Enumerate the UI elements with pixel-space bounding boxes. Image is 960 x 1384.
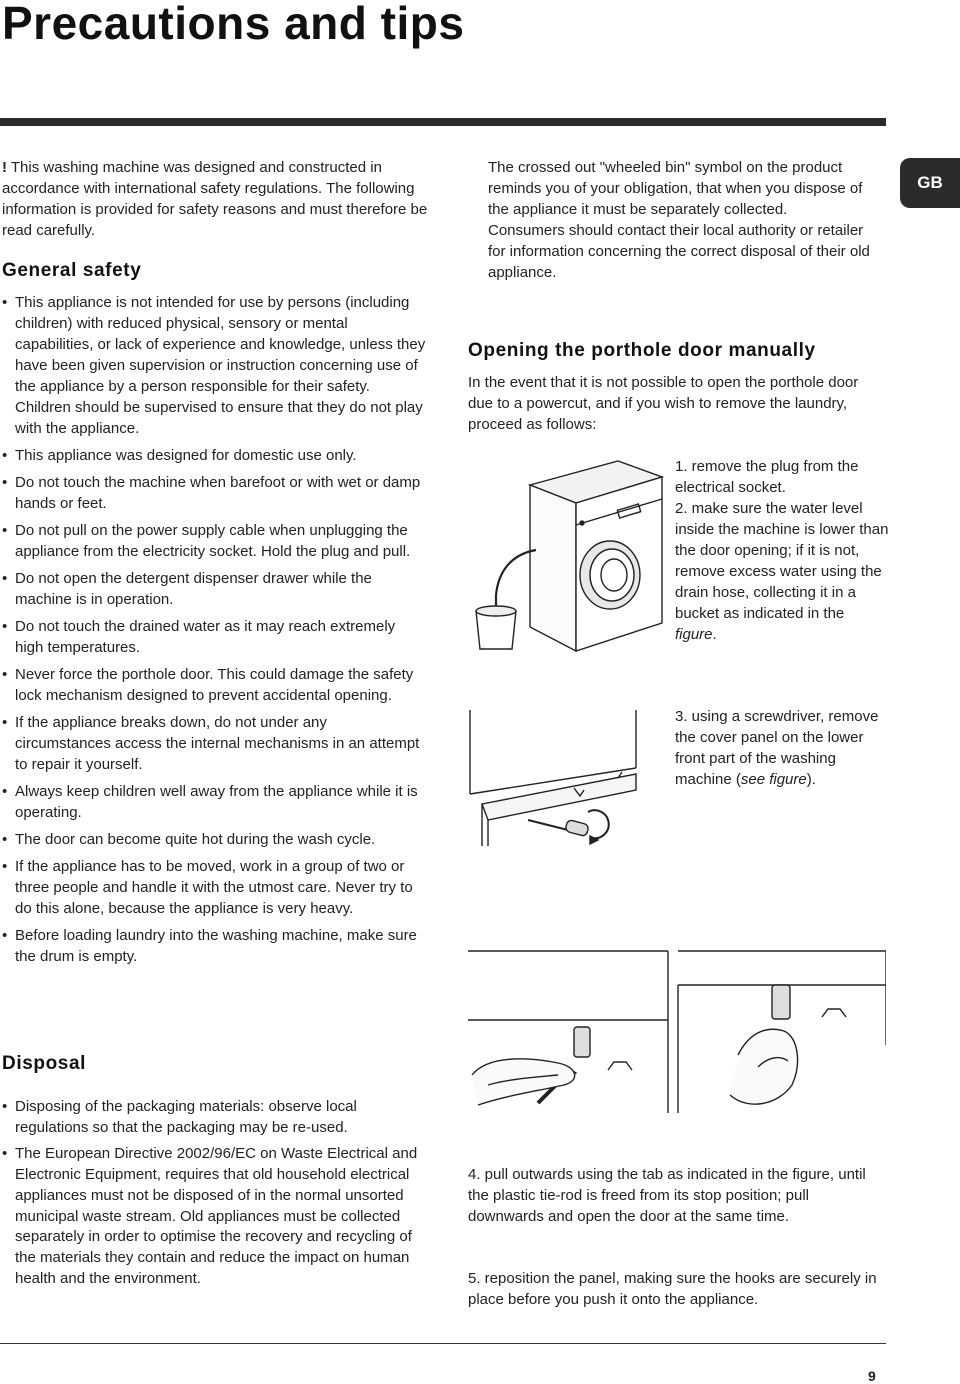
list-item: • If the appliance breaks down, do not under any circumstances access the internal mechanisms in an attempt to repair it yourself. — [0, 712, 426, 775]
list-item: • Disposing of the packaging materials: observe local regulations so that the packaging may be re-used. — [0, 1097, 420, 1138]
list-item: • This appliance is not intended for use by persons (including children) with reduced physical, sensory or mental capabilities, or lack of experience and knowledge, unless they have been given supervision or instruction concerning use of the appliance by a person responsible for their safety. Children should be supervised to ensure that they do not play with the appliance. — [0, 292, 426, 439]
pull-tab-figure — [468, 945, 886, 1115]
step-3 — [675, 706, 890, 790]
bin-notice — [488, 157, 878, 283]
list-item: • Do not touch the drained water as it may reach extremely high temperatures. — [0, 616, 426, 658]
list-item: • Before loading laundry into the washing machine, make sure the drum is empty. — [0, 925, 426, 967]
step-3-figure-ref: see figure — [740, 771, 807, 788]
opening-intro: In the event that it is not possible to open the porthole door due to a powercut, and if you wish to remove the laundry, proceed as follows: — [468, 374, 859, 433]
intro-text: This washing machine was designed and constructed in accordance with international safety regulations. The following information is provided for safety reasons and must therefore be read carefully. — [2, 159, 428, 239]
opening-door-heading: Opening the porthole door manually — [468, 340, 816, 361]
list-item: • Always keep children well away from the appliance while it is operating. — [0, 781, 426, 823]
list-item: • The door can become quite hot during the wash cycle. — [0, 829, 426, 850]
bin-notice-paragraph: The crossed out "wheeled bin" symbol on the product reminds you of your obligation, that when you dispose of the appliance it must be separately collected. — [488, 159, 863, 218]
general-safety-list — [0, 292, 426, 973]
screwdriver-panel-figure — [468, 708, 668, 848]
list-item: • Do not touch the machine when barefoot or with wet or damp hands or feet. — [0, 472, 426, 514]
step-2-figure-ref: figure — [675, 626, 713, 643]
step-2-text: 2. make sure the water level inside the machine is lower than the door opening; if it is not, remove excess water using the drain hose, collecting it in a bucket as indicated in the — [675, 500, 889, 622]
intro-block — [0, 157, 430, 241]
step-2 — [675, 498, 890, 645]
footer-rule — [0, 1343, 886, 1344]
page-title: Precautions and tips — [2, 0, 465, 49]
general-safety-heading: General safety — [2, 260, 142, 281]
step-5: 5. reposition the panel, making sure the hooks are securely in place before you push it onto the appliance. — [468, 1270, 877, 1308]
step-2-end: . — [712, 626, 717, 643]
language-tab: GB — [900, 158, 960, 208]
step-1: 1. remove the plug from the electrical socket. — [675, 458, 859, 496]
disposal-list — [0, 1097, 420, 1295]
step-3-end: ). — [806, 771, 816, 788]
step-4: 4. pull outwards using the tab as indicated in the figure, until the plastic tie-rod is freed from its stop position; pull downwards and open the door at the same time. — [468, 1166, 866, 1225]
warning-mark: ! — [2, 159, 7, 176]
list-item: • If the appliance has to be moved, work in a group of two or three people and handle it with the utmost care. Never try to do this alone, because the appliance is very heavy. — [0, 856, 426, 919]
list-item: • The European Directive 2002/96/EC on Waste Electrical and Electronic Equipment, requires that old household electrical appliances must not be disposed of in the normal unsorted municipal waste stream. Old appliances must be collected separately in order to optimise the recovery and recycling of the materials they contain and reduce the impact on human health and the environment. — [0, 1144, 420, 1289]
step-3-text: 3. using a screwdriver, remove the cover panel on the lower front part of the washing machine ( — [675, 708, 879, 788]
list-item: • Do not pull on the power supply cable when unplugging the appliance from the electricity socket. Hold the plug and pull. — [0, 520, 426, 562]
washing-machine-drain-figure — [468, 455, 668, 655]
intro-paragraph — [0, 157, 430, 241]
header-rule — [0, 118, 886, 126]
bin-notice-paragraph: Consumers should contact their local authority or retailer for information concerning the correct disposal of their old appliance. — [488, 222, 870, 281]
disposal-heading: Disposal — [2, 1053, 86, 1074]
list-item: • Never force the porthole door. This could damage the safety lock mechanism designed to prevent accidental opening. — [0, 664, 426, 706]
list-item: • This appliance was designed for domestic use only. — [0, 445, 426, 466]
page-number: 9 — [868, 1368, 876, 1384]
list-item: • Do not open the detergent dispenser drawer while the machine is in operation. — [0, 568, 426, 610]
